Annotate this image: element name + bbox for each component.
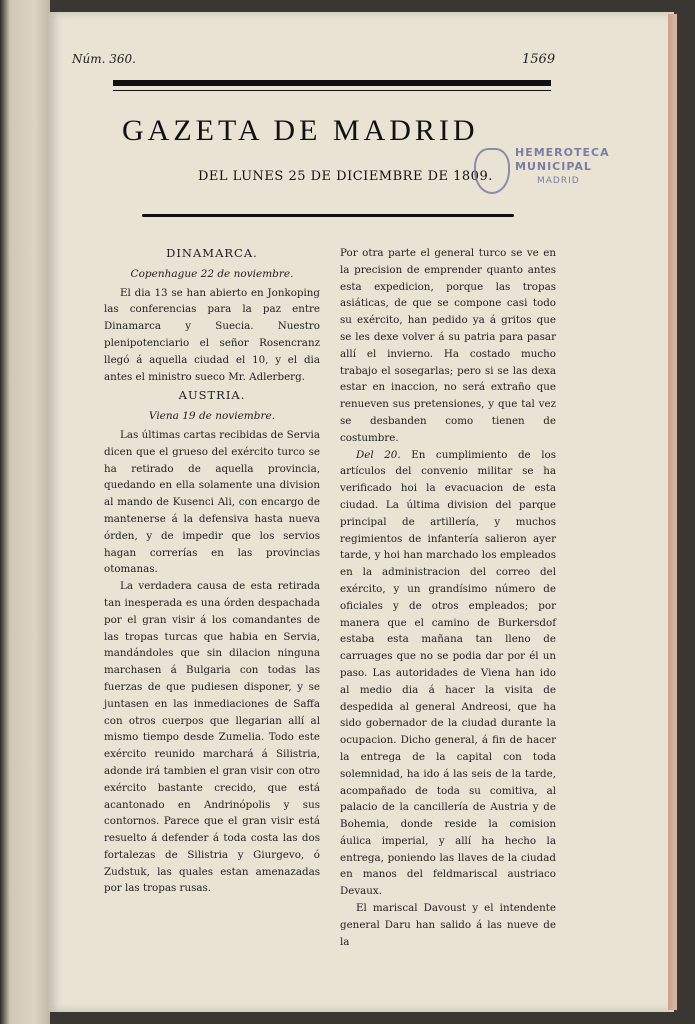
section-heading: DINAMARCA. [166, 246, 258, 260]
stamp-line: HEMEROTECA [515, 146, 610, 159]
dateline: Copenhague 22 de noviembre. [130, 267, 294, 280]
header-rule-top [113, 80, 551, 86]
masthead-rule [142, 214, 514, 217]
page-edge [668, 14, 677, 1010]
facing-page-edge [0, 0, 50, 1024]
dateline: Viena 19 de noviembre. [148, 410, 276, 423]
library-stamp [515, 146, 610, 188]
article-paragraph: Por otra parte el general turco se ve en la precision de emprender quanto antes esta expedicion, porque las tropas asiáticas, de que se compone casi todo su exército, han pedido ya á gritos que se les dexe volver á su patria para pasar allí el invierno. Ha costado mucho trabajo el sosegarlas; pero si se las dexa estar en inaccion, no será extraño que renueven sus pretensiones, y que tal vez se desbanden como tienen de costumbre. [340, 247, 556, 444]
article-paragraph: El mariscal Davoust y el intendente general Daru han salido á las nueve de la [340, 902, 556, 948]
masthead-title: GAZETA DE MADRID [122, 114, 479, 147]
left-column [104, 243, 320, 897]
issue-number: Núm. 360. [72, 52, 136, 66]
page-number: 1569 [522, 52, 556, 67]
library-stamp-seal-icon [474, 148, 510, 194]
dateline-inline: Del 20. [356, 448, 401, 461]
article-paragraph: Las últimas cartas recibidas de Servia dicen que el grueso del exército turco se ha retirado de aquella provincia, quedando en ella solamente una division al mando de Kusenci Ali, con encargo de mantenerse á la defensiva hasta nueva órden, y de impedir que los servios hagan correrías en las provincias otomanas. [104, 428, 320, 576]
paragraph-text: En cumplimiento de los artículos del convenio militar se ha verificado hoi la evacuacion de esta ciudad. La última division del parque principal de artillería, y muchos regimientos de infantería salieron ayer tarde, y hoi han marchado los empleados en la administracion del correo del exército, y un grandísimo número de oficiales y de otros empleados; por manera que el camino de Burkersdof estaba esta mañana tan lleno de carruages que no se podia dar por él un paso. Las autoridades de Viena han ido al medio dia á hacer la visita de despedida al general Andreosi, que ha sido gobernador de la ciudad durante la ocupacion. Dicho general, á fin de hacer la entrega de la capital con toda solemnidad, ha ido á las seis de la tarde, acompañado de toda su comitiva, al palacio de la cancillería de Austria y de Bohemia, donde reside la comision áulica imperial, y allí ha hecho la entrega, poniendo las llaves de la ciudad en manos del feldmariscal austriaco Devaux. [340, 448, 557, 898]
issue-date: DEL LUNES 25 DE DICIEMBRE DE 1809. [198, 169, 493, 184]
stamp-line: MADRID [537, 176, 580, 186]
header-rule-thin [113, 90, 551, 91]
stamp-line: MUNICIPAL [515, 160, 592, 173]
article-paragraph [340, 447, 556, 901]
article-paragraph: La verdadera causa de esta retirada tan inesperada es una órden despachada por el gran visir á los comandantes de las tropas turcas que habia en Servia, mandándoles que sin dilacion ninguna marchasen á Bulgaria con todas las fuerzas de que pudiesen disponer, y se juntasen en las inmediaciones de Saffa con otros cuerpos que llegarian allí al mismo tiempo desde Zumelia. Todo este exército reunido marchará á Silistria, adonde irá tambien el gran visir con otro exército bastante crecido, que está acantonado en Andrinópolis y sus contornos. Parece que el gran visir está resuelto á defender á toda costa las dos fortalezas de Silistria y Giurgevo, ó Zudstuk, las quales estan amenazadas por las tropas rusas. [104, 580, 320, 895]
right-column [340, 245, 556, 950]
section-heading: AUSTRIA. [178, 388, 246, 403]
article-paragraph: El dia 13 se han abierto en Jonkoping las conferencias para la paz entre Dinamarca y Suecia. Nuestro plenipotenciario el señor Rosencranz llegó á aquella ciudad el 10, y el dia antes el ministro sueco Mr. Adlerberg. [104, 286, 320, 383]
